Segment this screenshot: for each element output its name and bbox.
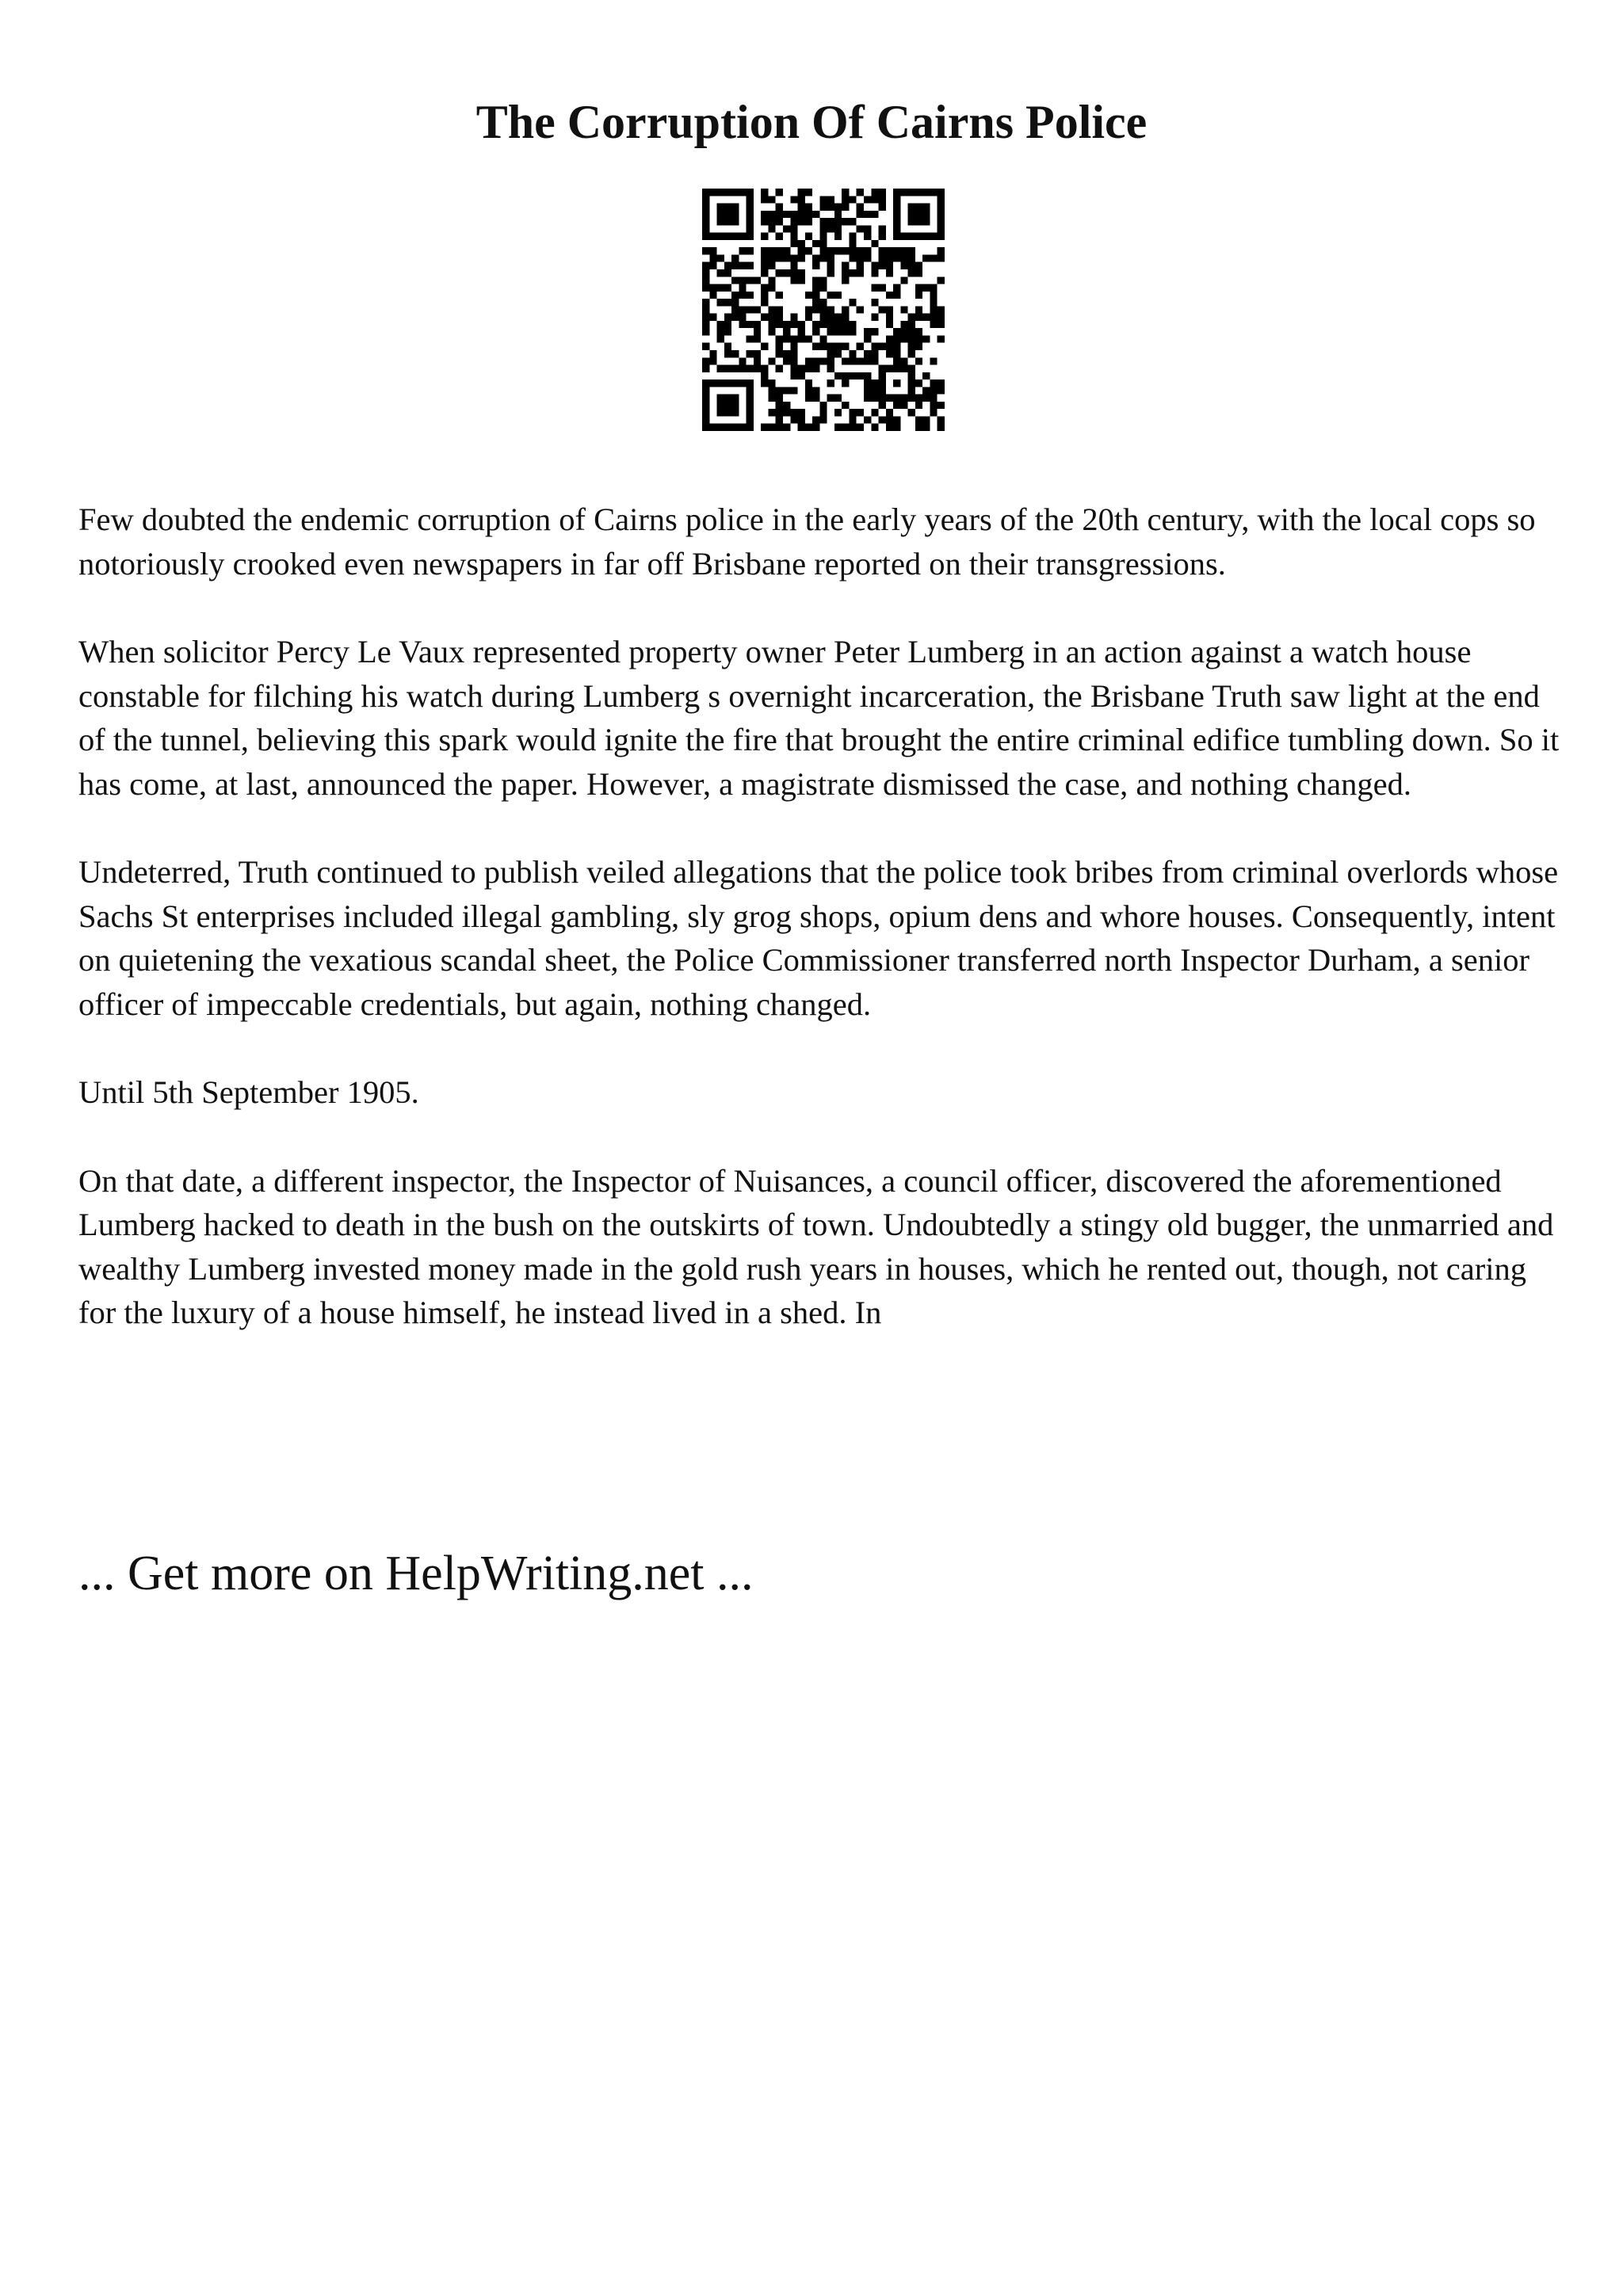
paragraph: Few doubted the endemic corruption of Cairns police in the early years of the 20th century, with the local cops so notoriously crooked even newspapers in far off Brisbane reported on their transgressions. [78, 502, 1536, 582]
paragraph: When solicitor Percy Le Vaux represented property owner Peter Lumberg in an action against a watch house constable for filching his watch during Lumberg s overnight incarceration, the Brisbane Truth saw light at the end of the tunnel, believing this spark would ignite the fire that brought the entire criminal edifice tumbling down. So it has come, at last, announced the paper. However, a magistrate dismissed the case, and nothing changed. [78, 634, 1560, 802]
article-body [78, 498, 1568, 1379]
paragraph: Until 5th September 1905. [78, 1074, 419, 1110]
qr-code-icon[interactable] [702, 189, 945, 431]
get-more-link[interactable]: ... Get more on HelpWriting.net ... [78, 1547, 754, 1600]
paragraph: Undeterred, Truth continued to publish veiled allegations that the police took bribes from criminal overlords whose Sachs St enterprises included illegal gambling, sly grog shops, opium dens and whore houses. Consequently, intent on quietening the vexatious scandal sheet, the Police Commissioner transferred north Inspector Durham, a senior officer of impeccable credentials, but again, nothing changed. [78, 854, 1559, 1022]
paragraph: On that date, a different inspector, the Inspector of Nuisances, a council officer, discovered the aforementioned Lumberg hacked to death in the bush on the outskirts of town. Undoubtedly a stingy old bugger, the unmarried and wealthy Lumberg invested money made in the gold rush years in houses, which he rented out, though, not caring for the luxury of a house himself, he instead lived in a shed. In [78, 1162, 1554, 1330]
page-title: The Corruption Of Cairns Police [475, 96, 1148, 148]
